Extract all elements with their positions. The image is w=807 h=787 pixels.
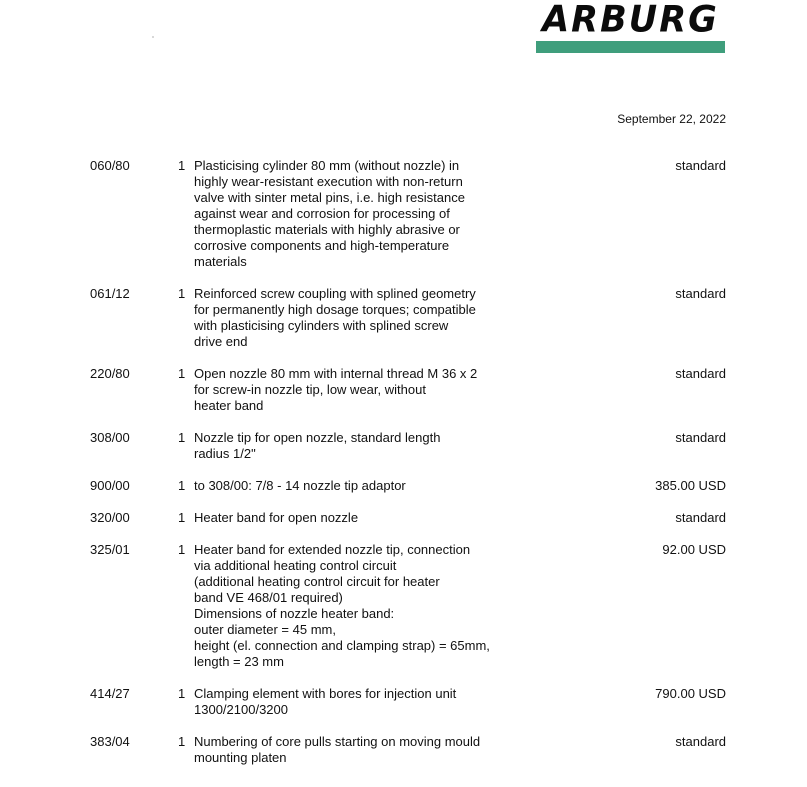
item-description: Numbering of core pulls starting on moving mould mounting platen	[194, 734, 481, 765]
list-item	[0, 286, 807, 366]
logo-wordmark: ARBURG	[542, 0, 719, 41]
item-qty: 1	[178, 686, 186, 701]
item-code: 414/27	[90, 686, 130, 701]
item-price: standard	[675, 286, 726, 301]
list-item	[0, 542, 807, 686]
item-price: standard	[675, 734, 726, 749]
item-list	[0, 158, 807, 766]
item-description: Open nozzle 80 mm with internal thread M 36 x 2 for screw-in nozzle tip, low wear, without heater band	[194, 366, 478, 413]
item-price: standard	[675, 366, 726, 381]
item-code: 325/01	[90, 542, 130, 557]
item-code: 220/80	[90, 366, 130, 381]
arburg-logo	[536, 0, 725, 54]
item-code: 060/80	[90, 158, 130, 173]
item-qty: 1	[178, 158, 186, 173]
item-code: 308/00	[90, 430, 130, 445]
item-qty: 1	[178, 366, 186, 381]
item-description: Nozzle tip for open nozzle, standard length radius 1/2"	[194, 430, 441, 461]
scan-artifact-dot	[152, 36, 154, 38]
item-qty: 1	[178, 510, 186, 525]
item-price: 385.00 USD	[655, 478, 726, 493]
list-item	[0, 510, 807, 542]
item-description: to 308/00: 7/8 - 14 nozzle tip adaptor	[194, 478, 406, 493]
document-date: September 22, 2022	[617, 112, 726, 126]
item-description: Plasticising cylinder 80 mm (without nozzle) in highly wear-resistant execution with non-return valve with sinter metal pins, i.e. high resistance against wear and corrosion for processing of thermoplastic materials with highly abrasive or corrosive components and high-temperature materials	[194, 158, 465, 269]
item-code: 900/00	[90, 478, 130, 493]
item-qty: 1	[178, 542, 186, 557]
item-price: standard	[675, 430, 726, 445]
logo-green-bar	[536, 41, 725, 53]
list-item	[0, 430, 807, 478]
list-item	[0, 686, 807, 734]
list-item	[0, 734, 807, 766]
item-price: standard	[675, 158, 726, 173]
item-code: 320/00	[90, 510, 130, 525]
item-price: 790.00 USD	[655, 686, 726, 701]
item-code: 061/12	[90, 286, 130, 301]
item-price: standard	[675, 510, 726, 525]
item-description: Reinforced screw coupling with splined geometry for permanently high dosage torques; compatible with plasticising cylinders with splined screw drive end	[194, 286, 476, 349]
item-price: 92.00 USD	[662, 542, 726, 557]
list-item	[0, 366, 807, 430]
item-qty: 1	[178, 430, 186, 445]
list-item	[0, 158, 807, 286]
item-code: 383/04	[90, 734, 130, 749]
item-qty: 1	[178, 286, 186, 301]
item-qty: 1	[178, 734, 186, 749]
item-description: Heater band for open nozzle	[194, 510, 359, 525]
list-item	[0, 478, 807, 510]
item-description: Clamping element with bores for injection unit 1300/2100/3200	[194, 686, 457, 717]
item-qty: 1	[178, 478, 186, 493]
item-description: Heater band for extended nozzle tip, connection via additional heating control circuit (additional heating control circuit for heater band VE 468/01 required) Dimensions of nozzle heater band: outer diameter = 45 mm, height (el. connection and clamping strap) = 65mm, length = 23 mm	[194, 542, 490, 669]
